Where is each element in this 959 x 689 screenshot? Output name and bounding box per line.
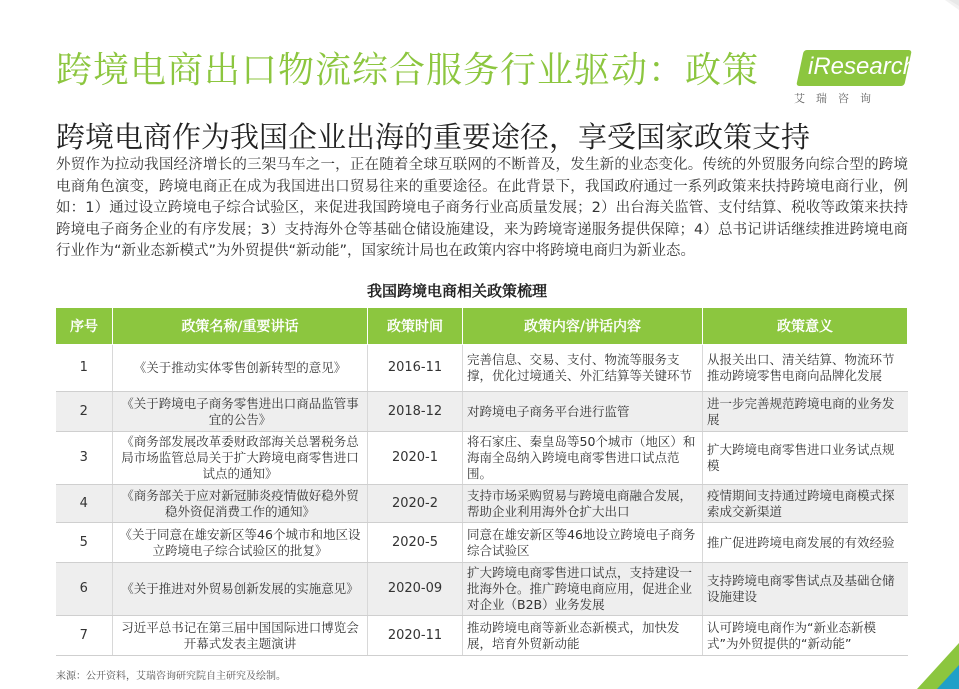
row-time: 2020-2: [368, 485, 463, 523]
row-meaning: 从报关出口、清关结算、物流环节推动跨境零售电商向品牌化发展: [703, 345, 908, 392]
table-title: 我国跨境电商相关政策梳理: [367, 282, 548, 300]
table-row: [56, 563, 908, 616]
intro-paragraph: 外贸作为拉动我国经济增长的三架马车之一，正在随着全球互联网的不断普及，发生新的业态变化。传统的外贸服务向综合型的跨境电商角色演变，跨境电商正在成为我国进出口贸易往来的重要途径。在此背景下，我国政府通过一系列政策来扶持跨境电商行业，例如：1）通过设立跨境电子综合试验区，来促进我国跨境电子商务行业高质量发展；2）出台海关监管、支付结算、税收等政策来扶持跨境电子商务企业的有序发展；3）支持海外仓等基础仓储设施建设，来为跨境寄递服务提供保障；4）总书记讲话继续推进跨境电商行业作为“新业态新模式”为外贸提供“新动能”，国家统计局也在政策内容中将跨境电商归为新业态。: [56, 157, 908, 259]
row-policy-name: 《关于推进对外贸易创新发展的实施意见》: [113, 563, 368, 616]
table-row: [56, 392, 908, 432]
row-meaning: 推广促进跨境电商发展的有效经验: [703, 523, 908, 563]
row-meaning: 进一步完善规范跨境电商的业务发展: [703, 392, 908, 432]
page-title: 跨境电商出口物流综合服务行业驱动：政策: [56, 50, 760, 91]
header-meaning: 政策意义: [703, 308, 908, 345]
row-no: 5: [56, 523, 113, 563]
row-policy-name: 《商务部关于应对新冠肺炎疫情做好稳外贸稳外资促消费工作的通知》: [113, 485, 368, 523]
row-content: 扩大跨境电商零售进口试点，支持建设一批海外仓。推广跨境电商应用，促进企业对企业（B2B）业务发展: [463, 563, 703, 616]
row-no: 6: [56, 563, 113, 616]
policy-table: [55, 307, 908, 656]
logo-cn-text: 艾瑞咨询: [794, 92, 882, 105]
iresearch-logo: [792, 50, 917, 110]
row-meaning: 认可跨境电商作为“新业态新模式”为外贸提供的“新动能”: [703, 616, 908, 656]
row-time: 2020-1: [368, 432, 463, 485]
row-time: 2016-11: [368, 345, 463, 392]
header-name: 政策名称/重要讲话: [113, 308, 368, 345]
header-content: 政策内容/讲话内容: [463, 308, 703, 345]
row-content: 将石家庄、秦皇岛等50个城市（地区）和海南全岛纳入跨境电商零售进口试点范围。: [463, 432, 703, 485]
row-content: 推动跨境电商等新业态新模式，加快发展，培育外贸新动能: [463, 616, 703, 656]
row-content: 完善信息、交易、支付、物流等服务支撑，优化过境通关、外汇结算等关键环节: [463, 345, 703, 392]
table-row: [56, 345, 908, 392]
row-no: 2: [56, 392, 113, 432]
row-time: 2020-5: [368, 523, 463, 563]
page-subtitle: 跨境电商作为我国企业出海的重要途径，享受国家政策支持: [56, 120, 811, 154]
row-policy-name: 《关于跨境电子商务零售进出口商品监管事宜的公告》: [113, 392, 368, 432]
row-content: 同意在雄安新区等46地设立跨境电子商务综合试验区: [463, 523, 703, 563]
row-meaning: 疫情期间支持通过跨境电商模式探索成交新渠道: [703, 485, 908, 523]
table-row: [56, 616, 908, 656]
table-header-row: [56, 308, 908, 345]
corner-decoration-top: [889, 0, 959, 28]
row-no: 7: [56, 616, 113, 656]
table-row: [56, 432, 908, 485]
source-note: 来源：公开资料，艾瑞咨询研究院自主研究及绘制。: [56, 671, 286, 682]
header-no: 序号: [56, 308, 113, 345]
row-meaning: 支持跨境电商零售试点及基础仓储设施建设: [703, 563, 908, 616]
row-policy-name: 《关于推动实体零售创新转型的意见》: [113, 345, 368, 392]
row-policy-name: 《关于同意在雄安新区等46个城市和地区设立跨境电子综合试验区的批复》: [113, 523, 368, 563]
row-time: 2020-09: [368, 563, 463, 616]
table-row: [56, 523, 908, 563]
row-time: 2018-12: [368, 392, 463, 432]
row-meaning: 扩大跨境电商零售进口业务试点规模: [703, 432, 908, 485]
row-no: 4: [56, 485, 113, 523]
row-content: 对跨境电子商务平台进行监管: [463, 392, 703, 432]
corner-decoration-bottom: [909, 629, 959, 689]
header-time: 政策时间: [368, 308, 463, 345]
row-no: 1: [56, 345, 113, 392]
row-policy-name: 习近平总书记在第三届中国国际进口博览会开幕式发表主题演讲: [113, 616, 368, 656]
logo-brand-text: iResearch: [808, 53, 917, 80]
row-no: 3: [56, 432, 113, 485]
row-content: 支持市场采购贸易与跨境电商融合发展，帮助企业利用海外仓扩大出口: [463, 485, 703, 523]
row-policy-name: 《商务部发展改革委财政部海关总署税务总局市场监管总局关于扩大跨境电商零售进口试点的通知》: [113, 432, 368, 485]
row-time: 2020-11: [368, 616, 463, 656]
table-row: [56, 485, 908, 523]
